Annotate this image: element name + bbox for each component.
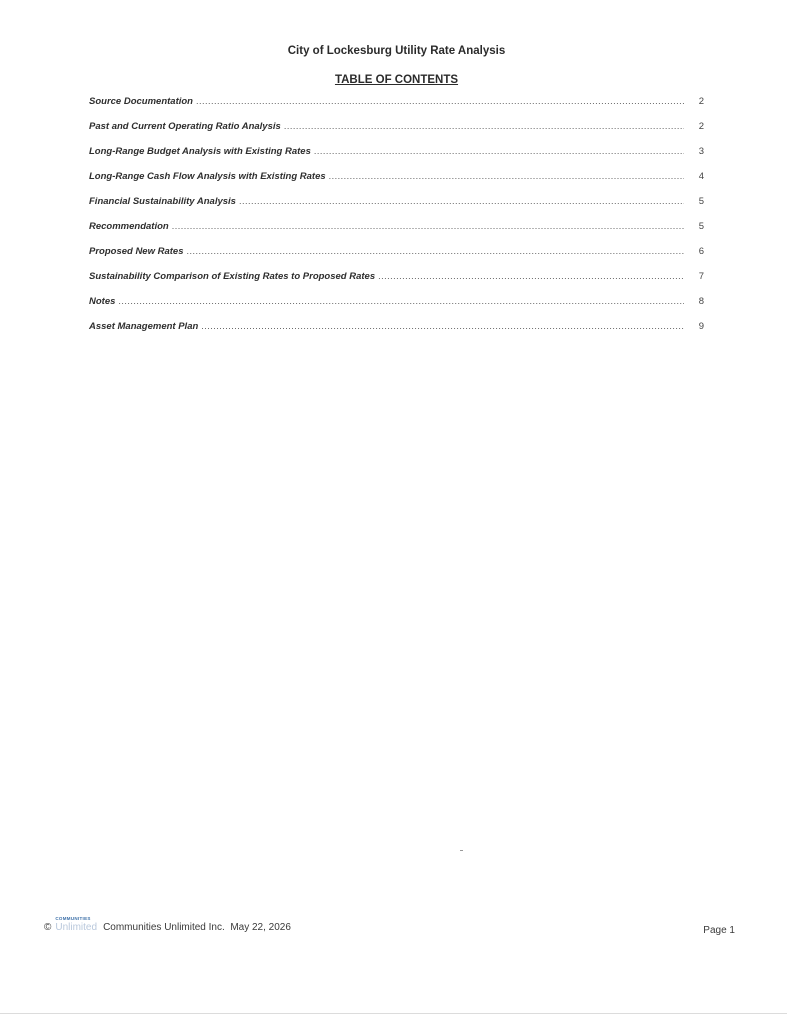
scan-edge-line: [0, 1013, 787, 1014]
toc-entry-page: 7: [698, 271, 704, 282]
dot-leader: [172, 221, 684, 231]
toc-entry-page: 6: [698, 246, 704, 257]
toc-entry-label: Source Documentation: [89, 96, 193, 107]
toc-entry-operating-ratio[interactable]: [89, 121, 704, 146]
toc-entry-page: 9: [698, 321, 704, 332]
dot-leader: [378, 271, 684, 281]
toc-heading: TABLE OF CONTENTS: [334, 74, 459, 86]
dot-leader: [314, 146, 684, 156]
toc-entry-page: 5: [698, 221, 704, 232]
toc-entry-page: 3: [698, 146, 704, 157]
toc-entry-recommendation[interactable]: [89, 221, 704, 246]
toc-entry-budget-analysis[interactable]: [89, 146, 704, 171]
toc-entry-label: Long-Range Budget Analysis with Existing Rates: [89, 146, 311, 157]
logo-top-text: COMMUNITIES: [55, 916, 91, 921]
page-footer-left: [44, 916, 291, 934]
copyright-symbol: ©: [44, 922, 52, 933]
toc-entry-page: 4: [698, 171, 704, 182]
dot-leader: [284, 121, 684, 131]
dot-leader: [187, 246, 685, 256]
toc-entry-notes[interactable]: [89, 296, 704, 321]
toc-entry-page: 8: [698, 296, 704, 307]
toc-entry-label: Notes: [89, 296, 116, 307]
toc-entry-label: Asset Management Plan: [89, 321, 199, 332]
page-number: Page 1: [703, 925, 735, 936]
toc-entry-label: Recommendation: [89, 221, 169, 232]
toc-entry-label: Proposed New Rates: [89, 246, 184, 257]
footer-text: Communities Unlimited Inc. May 22, 2026: [103, 922, 291, 933]
toc-entry-sustainability-comparison[interactable]: [89, 271, 704, 296]
table-of-contents: [89, 96, 704, 346]
dot-leader: [239, 196, 684, 206]
toc-entry-page: 2: [698, 121, 704, 132]
toc-entry-page: 5: [698, 196, 704, 207]
toc-entry-proposed-rates[interactable]: [89, 246, 704, 271]
communities-unlimited-logo: [55, 916, 97, 934]
dot-leader: [196, 96, 684, 106]
dot-leader: [329, 171, 684, 181]
dot-leader: [118, 296, 684, 306]
dot-leader: [201, 321, 684, 331]
document-title: City of Lockesburg Utility Rate Analysis: [287, 45, 506, 57]
toc-entry-label: Sustainability Comparison of Existing Rates to Proposed Rates: [89, 271, 376, 282]
toc-entry-sustainability-analysis[interactable]: [89, 196, 704, 221]
logo-bottom-text: Unlimited: [55, 922, 98, 933]
toc-entry-source-documentation[interactable]: [89, 96, 704, 121]
toc-entry-label: Past and Current Operating Ratio Analysis: [89, 121, 281, 132]
scan-speck: [460, 850, 463, 851]
toc-entry-asset-management[interactable]: [89, 321, 704, 346]
toc-entry-label: Financial Sustainability Analysis: [89, 196, 236, 207]
toc-entry-cash-flow-analysis[interactable]: [89, 171, 704, 196]
toc-entry-page: 2: [698, 96, 704, 107]
toc-entry-label: Long-Range Cash Flow Analysis with Existing Rates: [89, 171, 326, 182]
